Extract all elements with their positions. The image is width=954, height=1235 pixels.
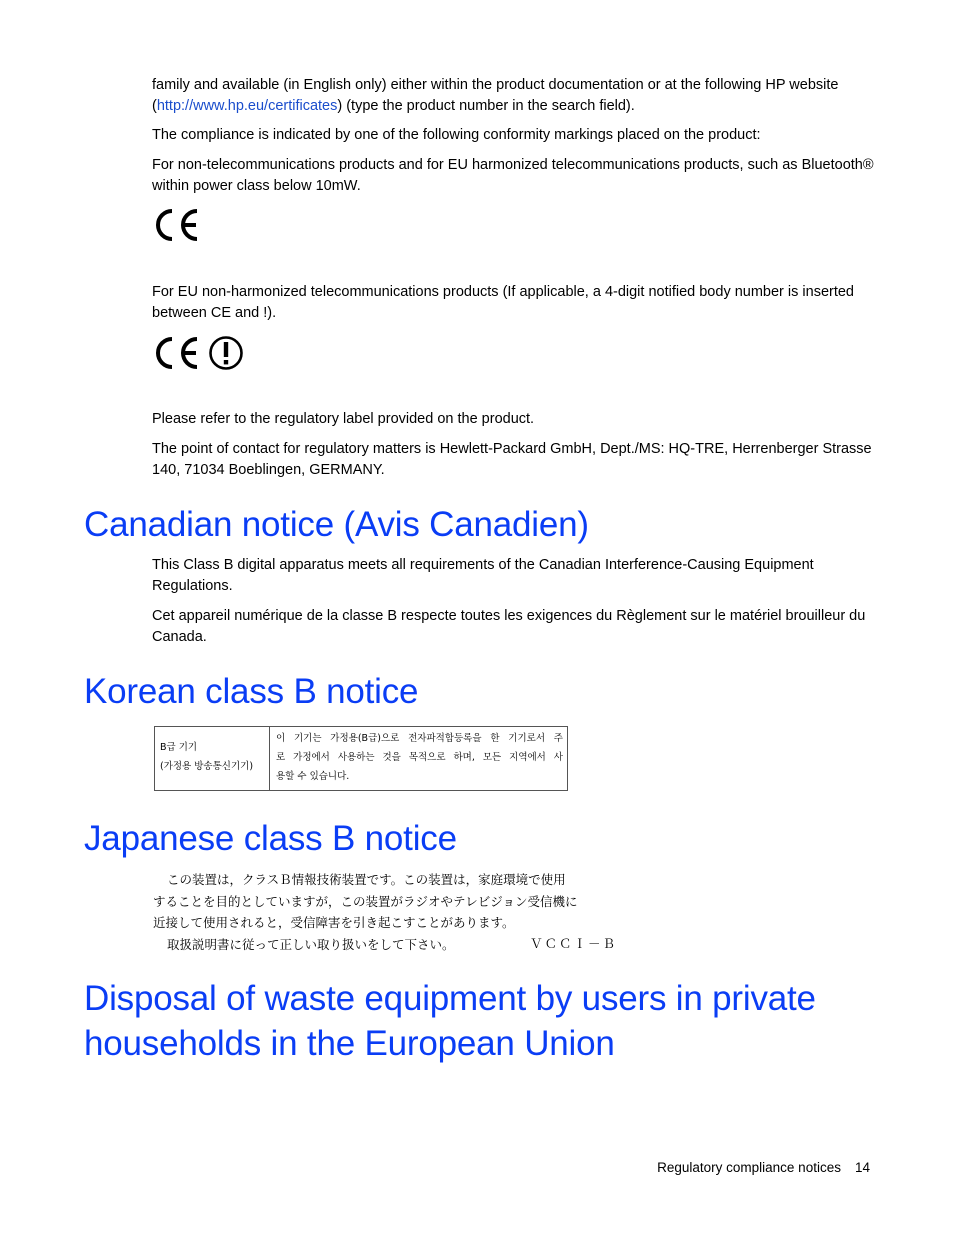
japanese-line2: することを目的としていますが，この装置がラジオやテレビジョン受信機に [153,893,578,909]
disposal-heading-line1: Disposal of waste equipment by users in private [84,979,816,1018]
japanese-line3: 近接して使用されると，受信障害を引き起こすことがあります。 [153,915,515,930]
korean-notice-line2: 로 가정에서 사용하는 것을 목적으로 하며, 모든 지역에서 사 [276,752,563,763]
refer-label-paragraph: Please refer to the regulatory label provided on the product. [152,411,535,427]
canadian-notice-heading: Canadian notice (Avis Canadien) [84,505,589,544]
non-harmonized-paragraph: For EU non-harmonized telecommunications products (If applicable, a 4-digit notified body number is inserted between CE and !). [152,284,854,321]
link-open-paren: ( [152,98,157,114]
japanese-line4: 取扱説明書に従って正しい取り扱いをして下さい。 [167,936,455,952]
intro-website-paragraph [152,75,874,117]
contact-paragraph: The point of contact for regulatory matters is Hewlett-Packard GmbH, Dept./MS: HQ-TRE, Herrenberger Strasse 140, 71034 Boeblingen, GERMANY. [152,441,872,478]
non-telecom-paragraph: For non-telecommunications products and for EU harmonized telecommunications products, such as Bluetooth® within power class below 10mW. [152,157,874,194]
ce-alert-mark-icon [152,335,246,376]
canadian-english-paragraph: This Class B digital apparatus meets all requirements of the Canadian Interference-Causing Equipment Regulations. [152,557,814,594]
certificates-link[interactable]: http://www.hp.eu/certificates [156,98,338,114]
korean-class-sublabel: (가정용 방송통신기기) [160,761,254,772]
disposal-heading-line2: households in the European Union [84,1024,615,1063]
korean-notice-heading: Korean class B notice [84,672,419,711]
korean-notice-table [154,726,568,791]
compliance-paragraph: The compliance is indicated by one of the following conformity markings placed on the product: [152,127,761,143]
page-footer [657,1158,870,1178]
link-after-text: ) (type the product number in the search field). [337,98,635,114]
vcci-label: ＶＣＣＩ－Ｂ [530,936,618,951]
canadian-french-paragraph: Cet appareil numérique de la classe B respecte toutes les exigences du Règlement sur le matériel brouilleur du Canada. [152,608,866,645]
korean-notice-cell [270,727,567,790]
japanese-line1: この装置は，クラスＢ情報技術装置です。この装置は，家庭環境で使用 [167,872,566,887]
intro-line1: family and available (in English only) either within the product documentation or at the following HP website [152,77,839,93]
disposal-heading [84,976,816,1066]
korean-notice-line1: 이 기기는 가정용(B급)으로 전자파적합등록을 한 기기로서 주 [276,733,563,744]
ce-mark-icon [152,207,202,248]
japanese-notice-heading: Japanese class B notice [84,819,457,858]
footer-section-title: Regulatory compliance notices [657,1160,841,1175]
korean-notice-line3: 용할 수 있습니다. [276,771,350,782]
korean-class-label: B급 기기 [160,742,198,753]
korean-class-cell [155,727,270,790]
page-number: 14 [854,1160,870,1175]
